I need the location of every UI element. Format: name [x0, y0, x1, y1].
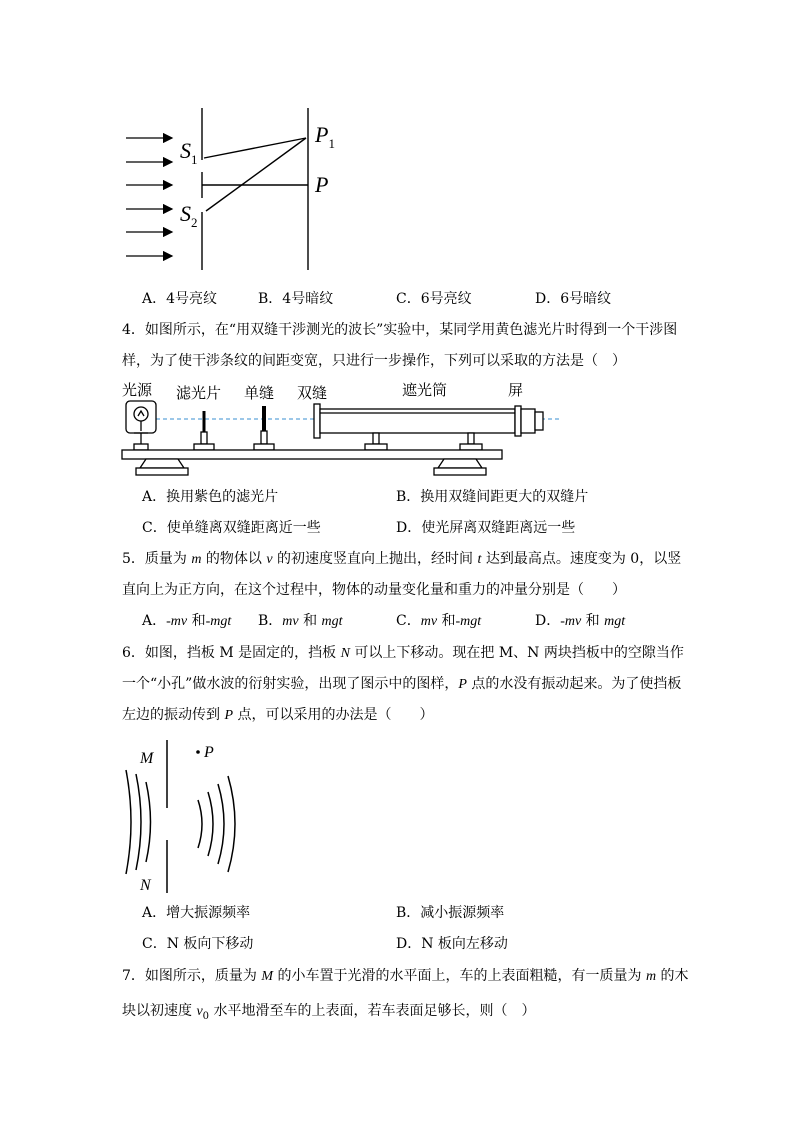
q6-stem-line2: 一个“小孔”做水波的衍射实验，出现了图示中的图样，P 点的水没有振动起来。为了使挡板	[122, 676, 682, 692]
q5-option-d: D．-mv 和 mgt	[535, 613, 626, 629]
q3-option-b: B．4号暗纹	[258, 291, 334, 307]
incident-wave-1	[126, 770, 131, 874]
q6-option-a: A．增大振源频率	[142, 905, 251, 921]
label-p1: $P_1$	[315, 122, 335, 151]
label-m: M	[140, 750, 154, 767]
q5-stem-line2: 直向上为正方向，在这个过程中，物体的动量变化量和重力的冲量分别是（ ）	[122, 582, 626, 598]
filter	[194, 411, 214, 450]
double-slit-figure	[120, 108, 360, 270]
optical-bench	[122, 450, 502, 475]
q4-option-b: B．换用双缝间距更大的双缝片	[396, 489, 589, 505]
q4-stem-line2: 样，为了使干涉条纹的间距变宽，只进行一步操作，下列可以采取的方法是（ ）	[122, 353, 626, 369]
label-s2: $S_2$	[180, 201, 198, 230]
light-tube	[314, 404, 543, 450]
label-p: P	[204, 744, 214, 761]
q4-option-d: D．使光屏离双缝距离远一些	[396, 520, 576, 536]
water-wave-diffraction-figure	[112, 738, 252, 898]
label-tube: 遮光筒	[402, 381, 448, 399]
label-filter: 滤光片	[176, 384, 222, 402]
light-source	[126, 401, 156, 450]
ray-s1-p1	[204, 138, 306, 158]
q6-option-c: C．N 板向下移动	[142, 936, 254, 952]
diffracted-wave-2	[208, 792, 213, 856]
q4-stem-line1: 4．如图所示，在“用双缝干涉测光的波长”实验中，某同学用黄色滤光片时得到一个干涉图	[122, 322, 678, 338]
interference-apparatus-figure	[120, 376, 565, 480]
diffracted-wave-1	[198, 800, 202, 848]
q6-option-b: B．减小振源频率	[396, 905, 505, 921]
q6-stem-line1: 6．如图，挡板 M 是固定的，挡板 N 可以上下移动。现在把 M、N 两块挡板中的空隙当作	[122, 645, 684, 661]
incident-wave-3	[146, 782, 151, 862]
q4-option-c: C．使单缝离双缝距离近一些	[142, 520, 321, 536]
q5-option-a: A．-mv 和-mgt	[142, 613, 232, 629]
q5-option-b: B．mv 和 mgt	[258, 613, 343, 629]
q6-stem-line3: 左边的振动传到 P 点，可以采用的办法是（ ）	[122, 707, 434, 723]
label-s1: $S_1$	[180, 138, 198, 167]
label-light-source: 光源	[122, 381, 153, 399]
incident-wave-2	[136, 774, 141, 870]
q4-option-a: A．换用紫色的滤光片	[142, 489, 279, 505]
q3-option-d: D．6号暗纹	[535, 291, 612, 307]
label-single-slit: 单缝	[244, 384, 275, 402]
ray-s2-p1	[206, 138, 306, 211]
incident-light-arrows	[126, 138, 172, 256]
q3-option-a: A．4号亮纹	[142, 291, 218, 307]
label-double-slit: 双缝	[297, 384, 328, 402]
q5-option-c: C．mv 和-mgt	[396, 613, 482, 629]
diffracted-wave-4	[228, 776, 235, 872]
single-slit	[254, 406, 274, 450]
label-p: P	[315, 172, 329, 197]
diffracted-wave-3	[218, 784, 224, 864]
q7-stem-line2: 块以初速度 $v_0$ 水平地滑至车的上表面，若车表面足够长，则（ ）	[122, 1003, 536, 1022]
q7-stem-line1: 7．如图所示，质量为 M 的小车置于光滑的水平面上，车的上表面粗糙，有一质量为 m 的木	[122, 968, 689, 984]
label-n: N	[140, 877, 151, 894]
q3-option-c: C．6号亮纹	[396, 291, 472, 307]
point-p-dot	[196, 750, 200, 754]
q5-stem-line1: 5．质量为 m 的物体以 v 的初速度竖直向上抛出，经时间 t 达到最高点。速度变为 0，以竖	[122, 551, 682, 567]
q6-option-d: D．N 板向左移动	[396, 936, 508, 952]
label-screen: 屏	[508, 381, 524, 399]
